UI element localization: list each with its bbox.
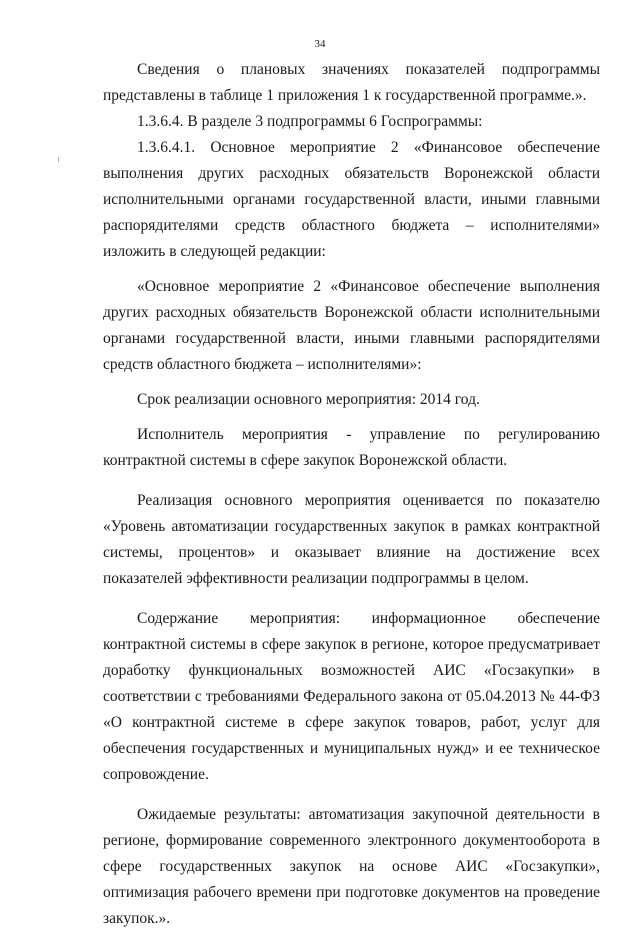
document-body — [103, 57, 600, 932]
paragraph-main-activity-amendment: 1.3.6.4.1. Основное мероприятие 2 «Финансовое обеспечение выполнения других расходных обязательств Воронежской области исполнительными органами государственной власти, иными главными распорядителями средств областного бюджета – исполнителями» изложить в следующей редакции: — [103, 139, 600, 260]
paragraph-main-activity-title: «Основное мероприятие 2 «Финансовое обеспечение выполнения других расходных обязательств Воронежской области исполнительными органами государственной власти, иными главными распорядителями средств областного бюджета – исполнителями»: — [103, 278, 600, 373]
paragraph-implementation-period: Срок реализации основного мероприятия: 2014 год. — [137, 391, 480, 408]
paragraph-section-heading: 1.3.6.4. В разделе 3 подпрограммы 6 Госпрограммы: — [137, 113, 483, 130]
page-number: 34 — [314, 38, 326, 50]
paragraph-indicators-reference: Сведения о плановых значениях показателей подпрограммы представлены в таблице 1 приложения 1 к государственной программе.». — [103, 61, 600, 104]
paragraph-expected-results: Ожидаемые результаты: автоматизация закупочной деятельности в регионе, формирование современного электронного документооборота в сфере государственных закупок на основе АИС «Госзакупки», оптимизация рабочего времени при подготовке документов на проведение закупок.». — [103, 806, 600, 927]
paragraph-evaluation: Реализация основного мероприятия оценивается по показателю «Уровень автоматизации государственных закупок в рамках контрактной системы, процентов» и оказывает влияние на достижение всех показателей эффективности реализации подпрограммы в целом. — [103, 492, 600, 587]
paragraph-executor: Исполнитель мероприятия - управление по регулированию контрактной системы в сфере закупок Воронежской области. — [103, 426, 600, 469]
margin-mark — [58, 157, 59, 162]
paragraph-content: Содержание мероприятия: информационное обеспечение контрактной системы в сфере закупок в регионе, которое предусматривает доработку функциональных возможностей АИС «Госзакупки» в соответствии с требованиями Федерального закона от 05.04.2013 № 44-ФЗ «О контрактной системе в сфере закупок товаров, работ, услуг для обеспечения государственных и муниципальных нужд» и ее техническое сопровождение. — [103, 610, 600, 783]
